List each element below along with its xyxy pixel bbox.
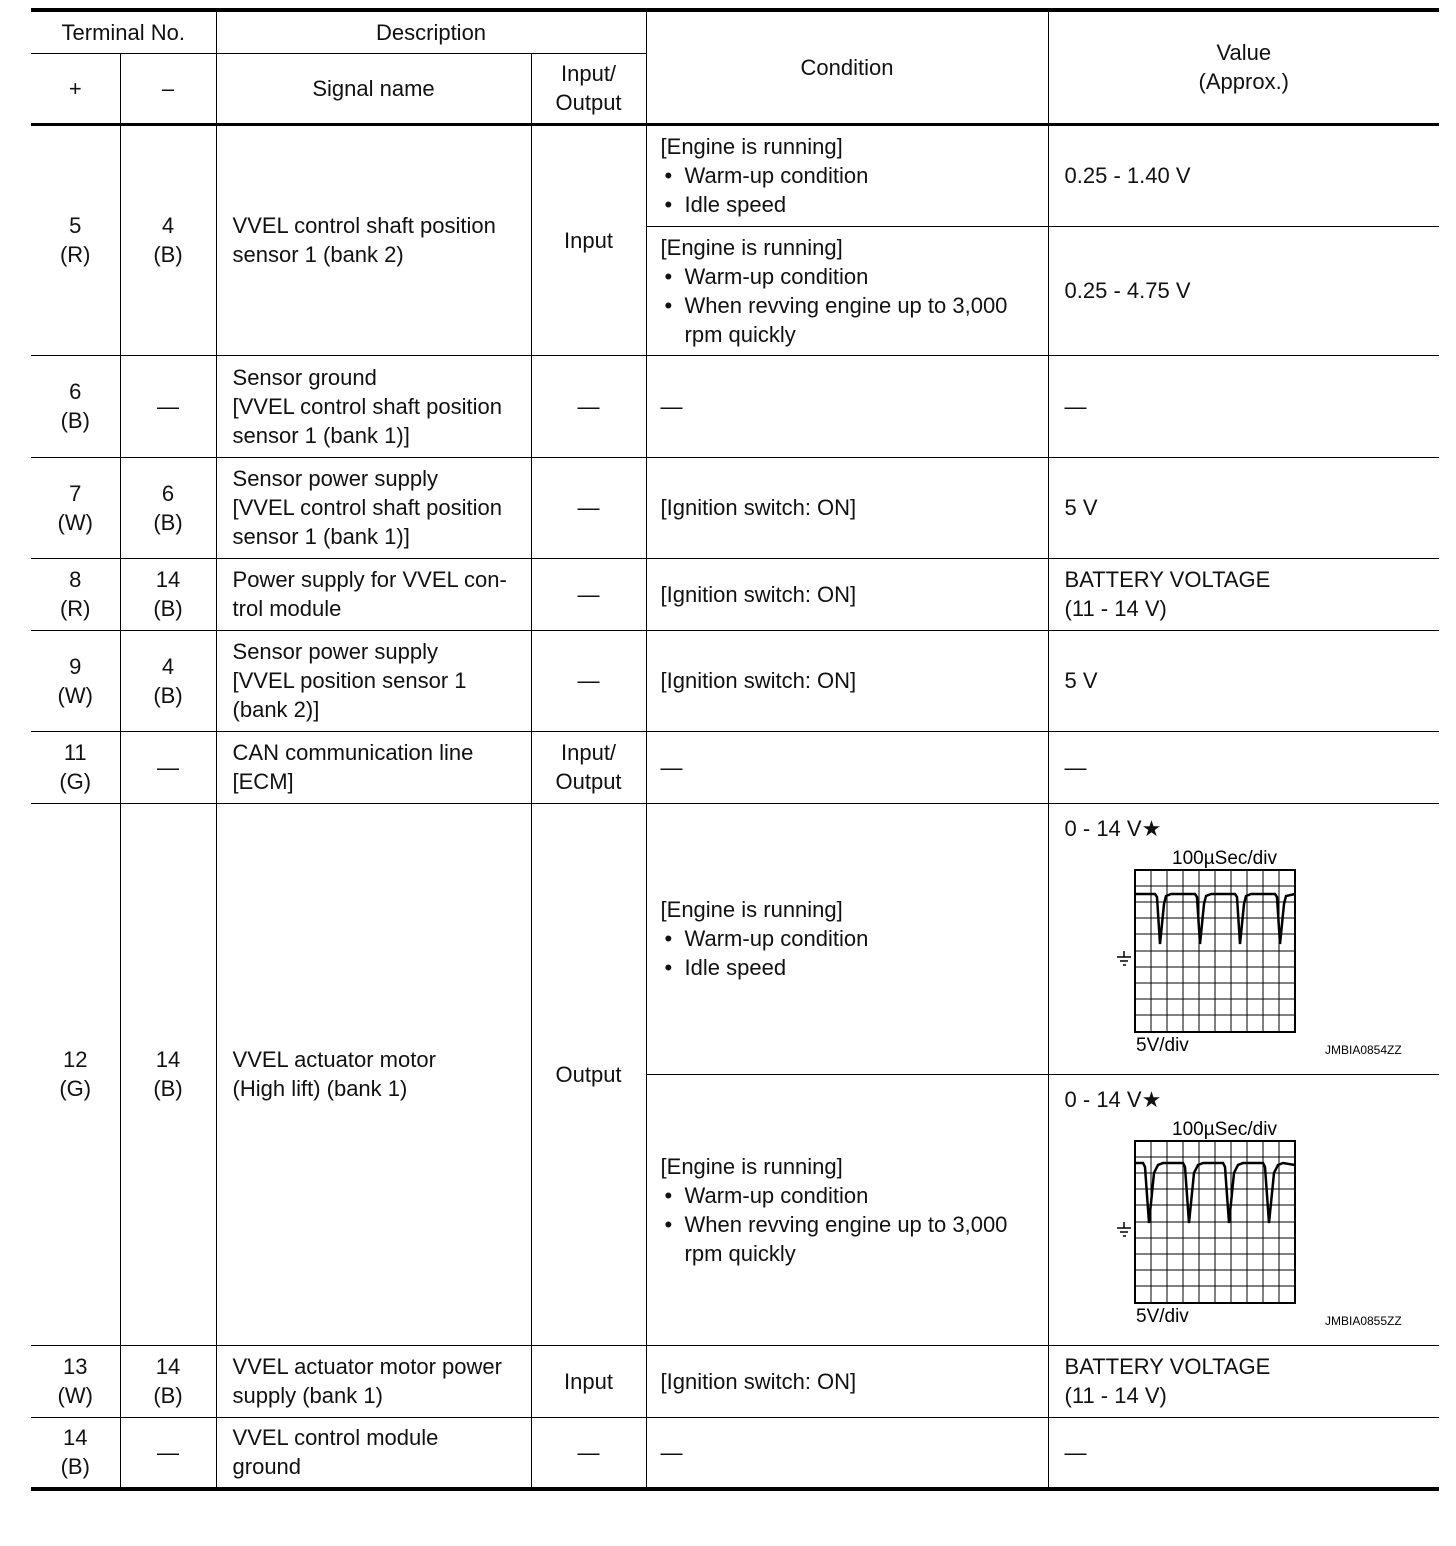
value: — — [1048, 1417, 1439, 1489]
condition-title: [Engine is running] — [660, 1153, 843, 1179]
input-output: — — [531, 630, 646, 731]
input-output: — — [531, 457, 646, 558]
table-row — [31, 124, 1439, 226]
waveform-value: 0 - 14 V★ — [1064, 815, 1162, 841]
signal-line: Sensor ground — [232, 364, 377, 390]
condition-bullet: • Idle speed — [661, 190, 1042, 219]
io-line: Input/ — [561, 740, 617, 765]
ground-symbol — [1117, 951, 1131, 965]
figure-id: JMBIA0854ZZ — [1324, 1042, 1402, 1057]
terminal-number: 8 — [69, 567, 82, 592]
input-output: Input — [531, 124, 646, 355]
header-value-line1: Value — [1216, 40, 1272, 66]
signal-line: sensor 1 (bank 1)] — [232, 524, 410, 549]
signal-name — [216, 558, 531, 630]
io-line: Output — [555, 769, 622, 794]
terminal-number: 5 — [69, 213, 82, 238]
header-plus: + — [31, 53, 120, 124]
header-condition: Condition — [646, 10, 1048, 124]
condition-bullet: • When revving engine up to 3,000 rpm quickly — [661, 1210, 1042, 1268]
input-output: — — [531, 558, 646, 630]
condition-bullet: • Warm-up condition — [661, 262, 1042, 291]
signal-line: trol module — [232, 596, 342, 621]
value: 0.25 - 4.75 V — [1048, 226, 1439, 355]
signal-name — [216, 731, 531, 803]
terminal-number: 12 — [63, 1047, 88, 1072]
signal-name — [216, 803, 531, 1345]
plus-terminal — [31, 558, 120, 630]
condition: [Ignition switch: ON] — [646, 457, 1048, 558]
waveform-figure — [1049, 1075, 1440, 1343]
header-io-line2: Output — [555, 90, 622, 115]
minus-terminal — [120, 1345, 216, 1417]
minus-terminal — [120, 558, 216, 630]
minus-terminal: — — [120, 1417, 216, 1489]
value: — — [1048, 731, 1439, 803]
table-row — [31, 355, 1439, 457]
header-value-line2: (Approx.) — [1198, 69, 1290, 95]
signal-name — [216, 457, 531, 558]
input-output — [531, 731, 646, 803]
header-io-line1: Input/ — [561, 61, 617, 86]
signal-name — [216, 1345, 531, 1417]
terminal-number: 11 — [63, 740, 87, 765]
signal-line: Power supply for VVEL con- — [232, 567, 507, 592]
plus-terminal — [31, 355, 120, 457]
waveform-figure — [1049, 804, 1440, 1072]
wire-color: (R) — [59, 242, 91, 267]
condition: [Ignition switch: ON] — [646, 558, 1048, 630]
value: 5 V — [1048, 630, 1439, 731]
condition-bullet: • Warm-up condition — [661, 161, 1042, 190]
condition: — — [646, 355, 1048, 457]
condition — [646, 226, 1048, 355]
plus-terminal — [31, 630, 120, 731]
plus-terminal — [31, 124, 120, 355]
plus-terminal — [31, 1417, 120, 1489]
value — [1048, 558, 1439, 630]
wire-color: (W) — [57, 682, 93, 708]
table-row — [31, 1417, 1439, 1489]
value: — — [1048, 355, 1439, 457]
signal-line: [ECM] — [232, 769, 294, 794]
terminal-number: 9 — [69, 653, 82, 679]
header-terminal-no: Terminal No. — [31, 10, 216, 53]
wire-color: (B) — [153, 242, 183, 267]
plus-terminal — [31, 803, 120, 1345]
oscilloscope-waveform — [1049, 1075, 1440, 1343]
minus-terminal: — — [120, 355, 216, 457]
input-output: — — [531, 355, 646, 457]
volt-div-label: 5V/div — [1135, 1305, 1189, 1327]
condition-title: [Engine is running] — [660, 897, 843, 922]
wire-color: (B) — [153, 596, 183, 621]
signal-line: VVEL actuator motor — [232, 1047, 436, 1072]
condition — [646, 124, 1048, 226]
terminal-number: 13 — [63, 1354, 88, 1379]
header-value — [1048, 10, 1439, 124]
signal-line: [VVEL control shaft position — [232, 495, 502, 520]
value: 0.25 - 1.40 V — [1048, 124, 1439, 226]
condition: — — [646, 1417, 1048, 1489]
condition-bullet: • Warm-up condition — [661, 924, 1042, 953]
wire-color: (G) — [59, 769, 92, 794]
signal-line: ground — [232, 1454, 302, 1480]
wire-color: (B) — [60, 408, 90, 433]
wire-color: (B) — [60, 1454, 90, 1480]
time-div-label: 100µSec/div — [1171, 1118, 1277, 1140]
wire-color: (W) — [57, 509, 93, 535]
condition — [646, 1074, 1048, 1345]
plus-terminal — [31, 1345, 120, 1417]
value — [1048, 1074, 1439, 1345]
condition-bullet: • Idle speed — [661, 953, 1042, 982]
signal-line: VVEL control shaft position — [232, 213, 496, 238]
terminal-number: 7 — [69, 480, 82, 506]
input-output: Input — [531, 1345, 646, 1417]
signal-name — [216, 1417, 531, 1489]
condition: — — [646, 731, 1048, 803]
terminal-number: 4 — [161, 653, 175, 679]
wire-color: (R) — [59, 596, 91, 621]
header-input-output — [531, 53, 646, 124]
table-row — [31, 630, 1439, 731]
input-output: — — [531, 1417, 646, 1489]
table-row — [31, 1345, 1439, 1417]
wire-color: (B) — [153, 682, 183, 708]
waveform-value: 0 - 14 V★ — [1064, 1086, 1162, 1112]
signal-line: VVEL actuator motor power — [232, 1354, 502, 1379]
signal-line: sensor 1 (bank 1)] — [232, 422, 410, 448]
minus-terminal — [120, 630, 216, 731]
terminal-number: 4 — [161, 213, 175, 238]
signal-line: CAN communication line — [232, 740, 474, 765]
terminal-number: 14 — [63, 1425, 88, 1451]
table-row — [31, 558, 1439, 630]
value-line: (11 - 14 V) — [1064, 1383, 1167, 1408]
condition-bullet: • Warm-up condition — [661, 1181, 1042, 1210]
condition-title: [Engine is running] — [660, 134, 843, 159]
minus-terminal: — — [120, 731, 216, 803]
signal-name — [216, 630, 531, 731]
terminal-number: 14 — [155, 567, 181, 592]
volt-div-label: 5V/div — [1135, 1034, 1189, 1056]
minus-terminal — [120, 803, 216, 1345]
signal-name — [216, 124, 531, 355]
value — [1048, 1345, 1439, 1417]
minus-terminal — [120, 124, 216, 355]
figure-id: JMBIA0855ZZ — [1324, 1313, 1402, 1328]
wire-color: (B) — [153, 1076, 183, 1101]
wire-color: (G) — [59, 1076, 92, 1101]
header-minus: – — [120, 53, 216, 124]
condition: [Ignition switch: ON] — [646, 1345, 1048, 1417]
signal-line: Sensor power supply — [232, 639, 438, 664]
plus-terminal — [31, 731, 120, 803]
plus-terminal — [31, 457, 120, 558]
wire-color: (B) — [153, 1383, 183, 1408]
minus-terminal — [120, 457, 216, 558]
terminal-number: 6 — [69, 379, 82, 404]
value-line: (11 - 14 V) — [1064, 596, 1167, 621]
terminal-number: 6 — [161, 480, 175, 506]
signal-line: supply (bank 1) — [232, 1383, 383, 1408]
value-line: BATTERY VOLTAGE — [1064, 1354, 1271, 1379]
signal-line: [VVEL control shaft position — [232, 393, 502, 419]
signal-line: (High lift) (bank 1) — [232, 1076, 408, 1101]
signal-name — [216, 355, 531, 457]
condition-bullet: • When revving engine up to 3,000 rpm quickly — [661, 291, 1042, 349]
time-div-label: 100µSec/div — [1171, 847, 1277, 869]
header-signal-name: Signal name — [216, 53, 531, 124]
signal-line: [VVEL position sensor 1 — [232, 668, 467, 693]
table-row — [31, 731, 1439, 803]
table-row — [31, 803, 1439, 1074]
terminal-number: 14 — [155, 1047, 181, 1072]
oscilloscope-waveform — [1049, 804, 1440, 1072]
wire-color: (W) — [57, 1383, 93, 1408]
ground-symbol — [1117, 1222, 1131, 1236]
terminal-table — [31, 8, 1439, 1491]
condition: [Ignition switch: ON] — [646, 630, 1048, 731]
condition — [646, 803, 1048, 1074]
terminal-number: 14 — [155, 1354, 181, 1379]
wire-color: (B) — [153, 509, 183, 535]
value-line: BATTERY VOLTAGE — [1064, 567, 1271, 592]
signal-line: (bank 2)] — [232, 697, 320, 722]
input-output: Output — [531, 803, 646, 1345]
signal-line: Sensor power supply — [232, 466, 438, 491]
header-description: Description — [216, 10, 646, 53]
value — [1048, 803, 1439, 1074]
condition-title: [Engine is running] — [660, 234, 843, 260]
signal-line: sensor 1 (bank 2) — [232, 242, 404, 267]
signal-line: VVEL control module — [232, 1425, 439, 1451]
table-row — [31, 457, 1439, 558]
value: 5 V — [1048, 457, 1439, 558]
